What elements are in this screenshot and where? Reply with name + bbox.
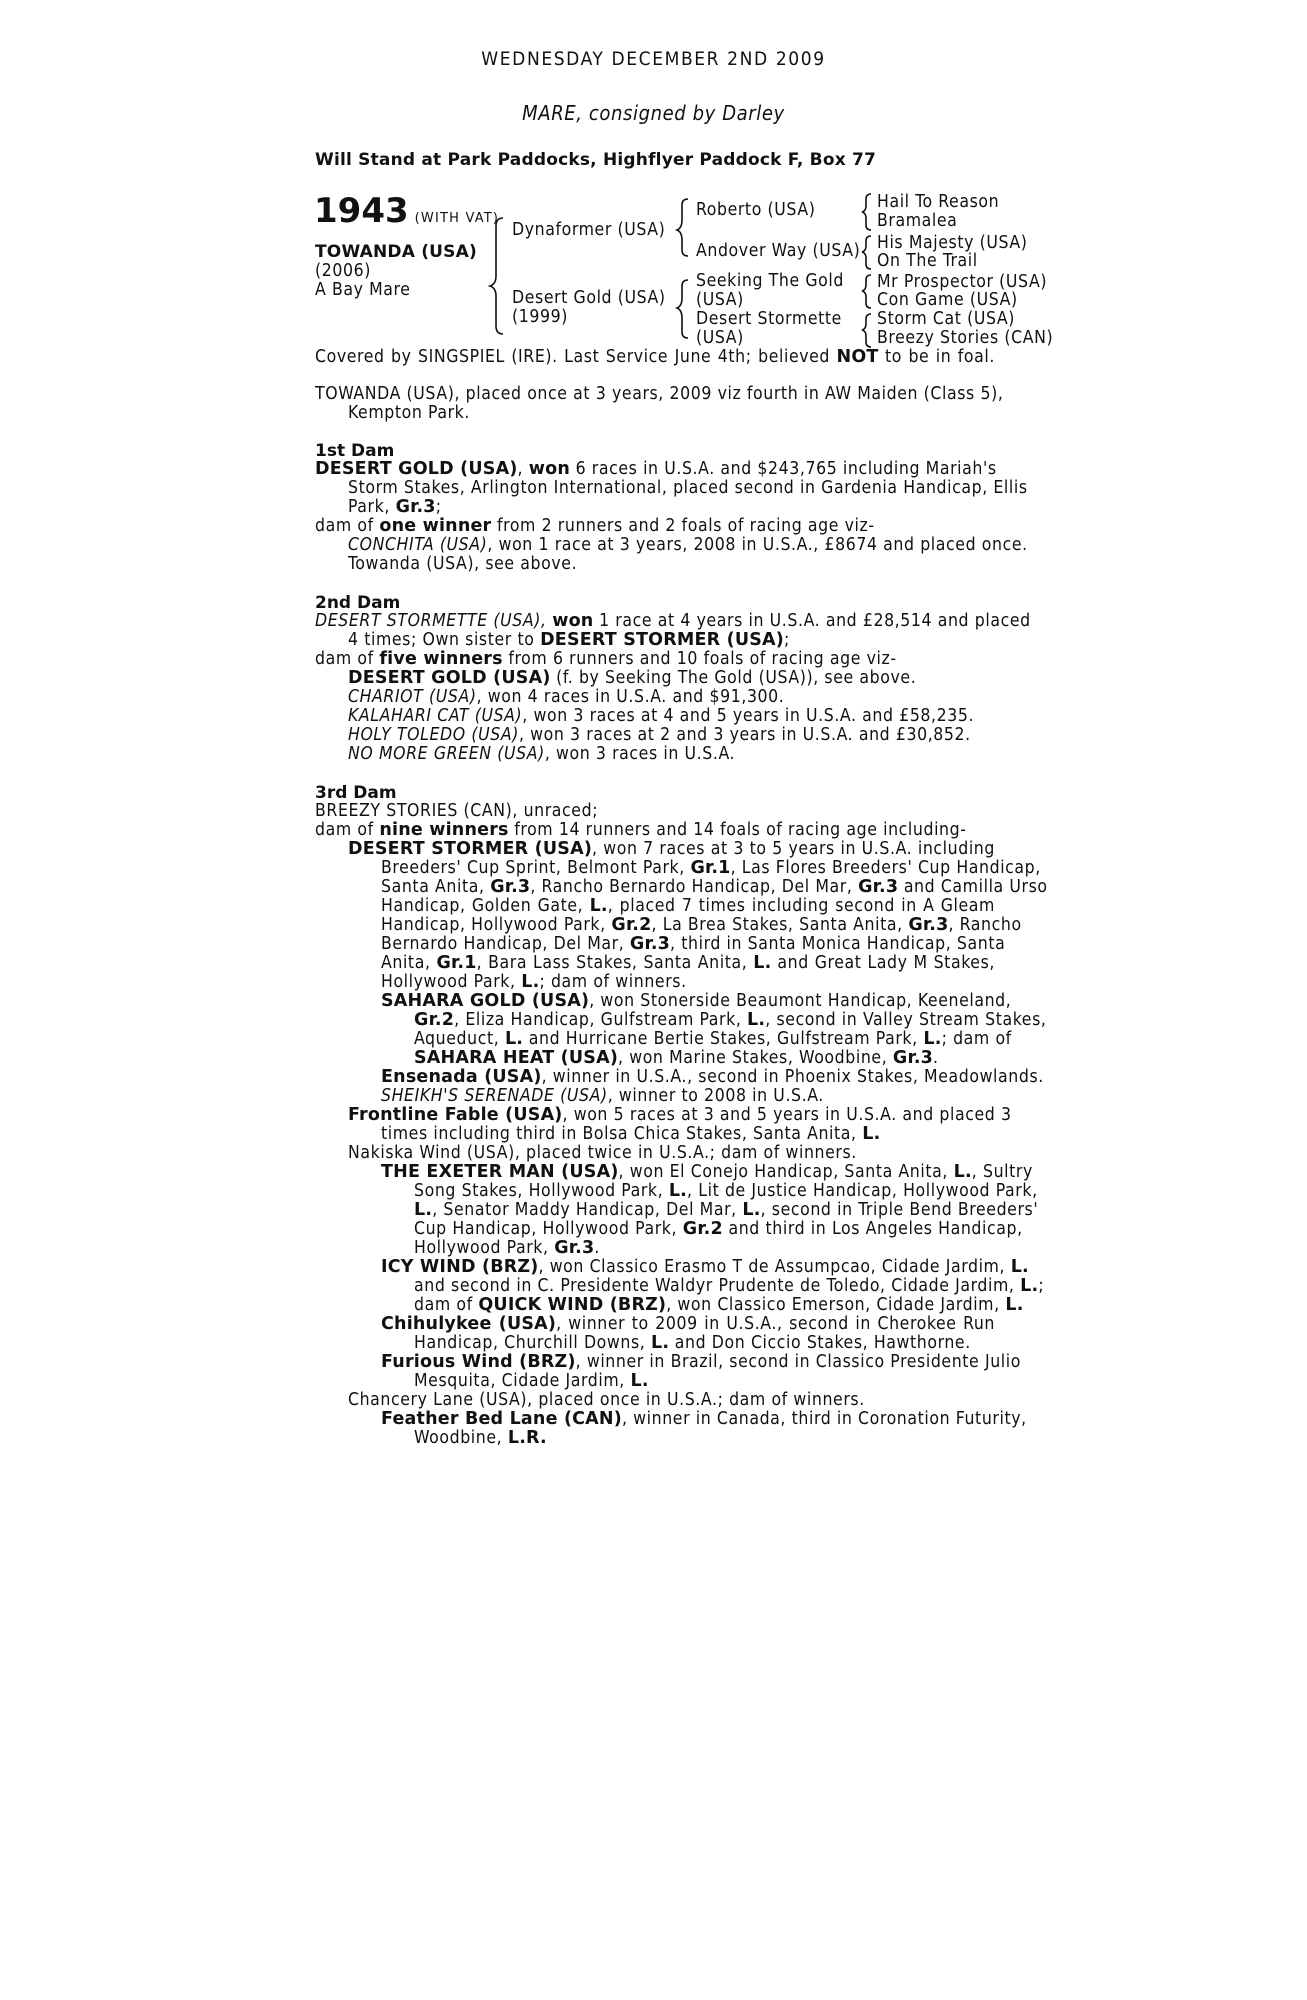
third-dam-line-1: BREEZY STORIES (CAN), unraced; <box>315 801 599 821</box>
produce-desert-stormer-8: Hollywood Park, L.; dam of winners. <box>381 972 687 992</box>
stand-location: Will Stand at Park Paddocks, Highflyer Paddock F, Box 77 <box>315 150 877 170</box>
first-dam-line-4: dam of one winner from 2 runners and 2 foals of racing age viz- <box>315 516 875 536</box>
dam-dam-l2: (USA) <box>696 328 744 348</box>
first-dam-line-6: Towanda (USA), see above. <box>348 554 578 574</box>
dam-sire-l2: (USA) <box>696 290 744 310</box>
produce-exeter-man-3: L., Senator Maddy Handicap, Del Mar, L., second in Triple Bend Breeders' <box>414 1200 1039 1220</box>
sdd-name: On The Trail <box>877 251 978 271</box>
dsd-name: Con Game (USA) <box>877 290 1018 310</box>
produce-feather-bed-lane-2: Woodbine, L.R. <box>414 1428 547 1448</box>
third-dam-line-2: dam of nine winners from 14 runners and 14 foals of racing age including- <box>315 820 967 840</box>
dam-sire-l1: Seeking The Gold <box>696 271 844 291</box>
lot-subtitle: MARE, consigned by Darley <box>522 101 785 125</box>
first-dam-line-5: CONCHITA (USA), won 1 race at 3 years, 2008 in U.S.A., £8674 and placed once. <box>348 535 1028 555</box>
produce-desert-stormer-2: Breeders' Cup Sprint, Belmont Park, Gr.1, Las Flores Breeders' Cup Handicap, <box>381 858 1041 878</box>
vat-note: (WITH VAT) <box>414 211 500 226</box>
produce-sahara-gold-4: SAHARA HEAT (USA), won Marine Stakes, Woodbine, Gr.3. <box>414 1048 939 1068</box>
second-dam-line-7: HOLY TOLEDO (USA), won 3 races at 2 and 3 years in U.S.A. and £30,852. <box>348 725 971 745</box>
produce-icy-wind-1: ICY WIND (BRZ), won Classico Erasmo T de Assumpcao, Cidade Jardim, L. <box>381 1257 1029 1277</box>
first-dam-line-2: Storm Stakes, Arlington International, placed second in Gardenia Handicap, Ellis <box>348 478 1028 498</box>
produce-furious-wind-2: Mesquita, Cidade Jardim, L. <box>414 1371 649 1391</box>
produce-furious-wind-1: Furious Wind (BRZ), winner in Brazil, second in Classico Presidente Julio <box>381 1352 1021 1372</box>
produce-desert-stormer-5: Handicap, Hollywood Park, Gr.2, La Brea Stakes, Santa Anita, Gr.3, Rancho <box>381 915 1022 935</box>
produce-feather-bed-lane-1: Feather Bed Lane (CAN), winner in Canada, third in Coronation Futurity, <box>381 1409 1027 1429</box>
ssd-name: Bramalea <box>877 211 958 231</box>
sds-name: His Majesty (USA) <box>877 233 1028 253</box>
foaling-year: (2006) <box>315 261 371 281</box>
intro-line-2: Kempton Park. <box>348 403 470 423</box>
produce-frontline-fable-2: times including third in Bolsa Chica Stakes, Santa Anita, L. <box>381 1124 881 1144</box>
produce-exeter-man-2: Song Stakes, Hollywood Park, L., Lit de Justice Handicap, Hollywood Park, <box>414 1181 1038 1201</box>
sire-sire: Roberto (USA) <box>696 200 816 220</box>
second-dam-heading: 2nd Dam <box>315 593 401 613</box>
produce-exeter-man-4: Cup Handicap, Hollywood Park, Gr.2 and third in Los Angeles Handicap, <box>414 1219 1023 1239</box>
covered-line: Covered by SINGSPIEL (IRE). Last Service June 4th; believed NOT to be in foal. <box>315 347 995 367</box>
produce-chancery-lane: Chancery Lane (USA), placed once in U.S.A.; dam of winners. <box>348 1390 865 1410</box>
produce-sahara-gold-3: Aqueduct, L. and Hurricane Bertie Stakes, Gulfstream Park, L.; dam of <box>414 1029 1012 1049</box>
sss-name: Hail To Reason <box>877 192 1000 212</box>
dam-dam-l1: Desert Stormette <box>696 309 842 329</box>
second-dam-line-1: DESERT STORMETTE (USA), won 1 race at 4 years in U.S.A. and £28,514 and placed <box>315 611 1031 631</box>
sire-name: Dynaformer (USA) <box>512 220 666 240</box>
produce-desert-stormer-3: Santa Anita, Gr.3, Rancho Bernardo Handicap, Del Mar, Gr.3 and Camilla Urso <box>381 877 1048 897</box>
produce-chihulykee-2: Handicap, Churchill Downs, L. and Don Ciccio Stakes, Hawthorne. <box>414 1333 971 1353</box>
produce-icy-wind-2: and second in C. Presidente Waldyr Prudente de Toledo, Cidade Jardim, L.; <box>414 1276 1045 1296</box>
produce-icy-wind-3: dam of QUICK WIND (BRZ), won Classico Emerson, Cidade Jardim, L. <box>414 1295 1024 1315</box>
produce-sahara-gold-2: Gr.2, Eliza Handicap, Gulfstream Park, L., second in Valley Stream Stakes, <box>414 1010 1047 1030</box>
lot-number: 1943 (WITH VAT) <box>314 191 500 231</box>
horse-description: A Bay Mare <box>315 280 411 300</box>
sale-date: WEDNESDAY DECEMBER 2ND 2009 <box>481 48 826 70</box>
dss-name: Mr Prospector (USA) <box>877 272 1048 292</box>
produce-ensenada: Ensenada (USA), winner in U.S.A., second in Phoenix Stakes, Meadowlands. <box>381 1067 1044 1087</box>
first-dam-line-1: DESERT GOLD (USA), won 6 races in U.S.A. and $243,765 including Mariah's <box>315 459 997 479</box>
horse-name: TOWANDA (USA) <box>315 242 477 262</box>
intro-line-1: TOWANDA (USA), placed once at 3 years, 2009 viz fourth in AW Maiden (Class 5), <box>315 384 1004 404</box>
produce-exeter-man-5: Hollywood Park, Gr.3. <box>414 1238 600 1258</box>
produce-desert-stormer-4: Handicap, Golden Gate, L., placed 7 times including second in A Gleam <box>381 896 995 916</box>
produce-desert-stormer-7: Anita, Gr.1, Bara Lass Stakes, Santa Anita, L. and Great Lady M Stakes, <box>381 953 995 973</box>
produce-desert-stormer-1: DESERT STORMER (USA), won 7 races at 3 to 5 years in U.S.A. including <box>348 839 995 859</box>
produce-exeter-man-1: THE EXETER MAN (USA), won El Conejo Handicap, Santa Anita, L., Sultry <box>381 1162 1033 1182</box>
sire-dam: Andover Way (USA) <box>696 241 861 261</box>
dam-name: Desert Gold (USA) <box>512 288 666 308</box>
third-dam-heading: 3rd Dam <box>315 783 397 803</box>
dds-name: Storm Cat (USA) <box>877 309 1016 329</box>
produce-sheikhs-serenade: SHEIKH'S SERENADE (USA), winner to 2008 in U.S.A. <box>381 1086 824 1106</box>
produce-sahara-gold-1: SAHARA GOLD (USA), won Stonerside Beaumont Handicap, Keeneland, <box>381 991 1012 1011</box>
second-dam-line-8: NO MORE GREEN (USA), won 3 races in U.S.A. <box>348 744 736 764</box>
produce-nakiska-wind: Nakiska Wind (USA), placed twice in U.S.A.; dam of winners. <box>348 1143 857 1163</box>
produce-frontline-fable-1: Frontline Fable (USA), won 5 races at 3 and 5 years in U.S.A. and placed 3 <box>348 1105 1012 1125</box>
second-dam-line-3: dam of five winners from 6 runners and 10 foals of racing age viz- <box>315 649 897 669</box>
second-dam-line-2: 4 times; Own sister to DESERT STORMER (USA); <box>348 630 790 650</box>
first-dam-line-3: Park, Gr.3; <box>348 497 442 517</box>
produce-chihulykee-1: Chihulykee (USA), winner to 2009 in U.S.A., second in Cherokee Run <box>381 1314 995 1334</box>
second-dam-line-4: DESERT GOLD (USA) (f. by Seeking The Gold (USA)), see above. <box>348 668 917 688</box>
ddd-name: Breezy Stories (CAN) <box>877 328 1054 348</box>
second-dam-line-5: CHARIOT (USA), won 4 races in U.S.A. and $91,300. <box>348 687 785 707</box>
produce-desert-stormer-6: Bernardo Handicap, Del Mar, Gr.3, third in Santa Monica Handicap, Santa <box>381 934 1006 954</box>
dam-year: (1999) <box>512 307 568 327</box>
second-dam-line-6: KALAHARI CAT (USA), won 3 races at 4 and 5 years in U.S.A. and £58,235. <box>348 706 975 726</box>
first-dam-heading: 1st Dam <box>315 441 395 461</box>
